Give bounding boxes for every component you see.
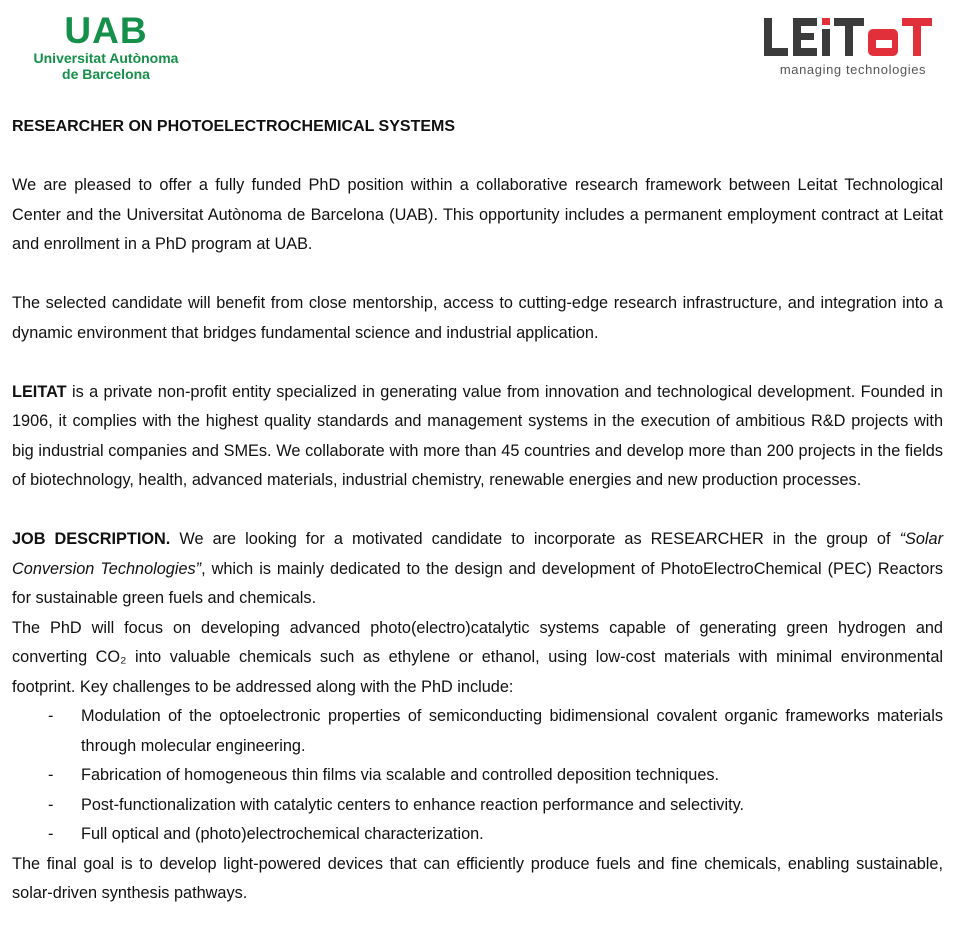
list-item: [12, 761, 943, 791]
list-item: [12, 702, 943, 761]
job-description-paragraph: [12, 525, 943, 614]
leitat-paragraph: [12, 378, 943, 496]
job-group-name: “Solar Conversion Technologies”: [12, 530, 943, 578]
final-goal-paragraph: The final goal is to develop light-powered devices that can efficiently produce fuels and fine chemicals, enabling sustainable, solar-driven synthesis pathways.: [12, 854, 943, 902]
list-item: [12, 791, 943, 821]
leitat-logo: [762, 14, 944, 77]
uab-logo-acronym: UAB: [64, 10, 148, 51]
intro-paragraph: We are pleased to offer a fully funded PhD position within a collaborative research framework between Leitat Technological Center and the Universitat Autònoma de Barcelona (UAB). This opportunity includes a permanent employment contract at Leitat and enrollment in a PhD program at UAB.: [12, 176, 943, 253]
leitat-wordmark: [762, 14, 944, 60]
leitat-text: is a private non-profit entity specialized in generating value from innovation and technological development. Founded in 1906, it complies with the highest quality standards and management systems in the execution of ambitious R&D projects with big industrial companies and SMEs. We collaborate with more than 45 countries and develop more than 200 projects in the fields of biotechnology, health, advanced materials, industrial chemistry, renewable energies and new production processes.: [12, 382, 943, 489]
list-item-text: Fabrication of homogeneous thin films via scalable and controlled deposition techniques.: [81, 766, 720, 784]
challenges-list: [12, 702, 943, 850]
job-text-b: , which is mainly dedicated to the design and development of PhotoElectroChemical (PEC) Reactors for sustainable green fuels and chemicals.: [12, 559, 944, 607]
list-item-text: Modulation of the optoelectronic properties of semiconducting bidimensional covalent organic frameworks materials through molecular engineering.: [81, 707, 943, 755]
job-description-lead: JOB DESCRIPTION.: [12, 530, 171, 548]
uab-logo-line2: de Barcelona: [62, 66, 150, 82]
bullet-dash: -: [48, 707, 54, 725]
page-header: [0, 0, 965, 100]
uab-logo: [12, 12, 200, 82]
document-body: [12, 112, 943, 909]
list-item-text: Full optical and (photo)electrochemical characterization.: [81, 825, 484, 843]
bullet-dash: -: [48, 825, 54, 843]
page-title: RESEARCHER ON PHOTOELECTROCHEMICAL SYSTEMS: [12, 118, 456, 135]
phd-paragraph: The PhD will focus on developing advanced photo(electro)catalytic systems capable of generating green hydrogen and converting CO₂ into valuable chemicals such as ethylene or ethanol, using low-cost materials with minimal environmental footprint. Key challenges to be addressed along with the PhD include:: [12, 618, 943, 696]
leitat-tagline: managing technologies: [779, 62, 927, 77]
benefits-paragraph: The selected candidate will benefit from close mentorship, access to cutting-edge research infrastructure, and integration into a dynamic environment that bridges fundamental science and industrial application.: [12, 294, 943, 342]
job-text-a: We are looking for a motivated candidate to incorporate as RESEARCHER in the group of: [170, 530, 900, 548]
list-item: [12, 820, 943, 850]
list-item-text: Post-functionalization with catalytic centers to enhance reaction performance and selectivity.: [81, 795, 745, 814]
bullet-dash: -: [48, 795, 54, 814]
bullet-dash: -: [48, 766, 54, 784]
leitat-lead: LEITAT: [12, 382, 67, 401]
uab-logo-line1: Universitat Autònoma: [33, 50, 179, 66]
